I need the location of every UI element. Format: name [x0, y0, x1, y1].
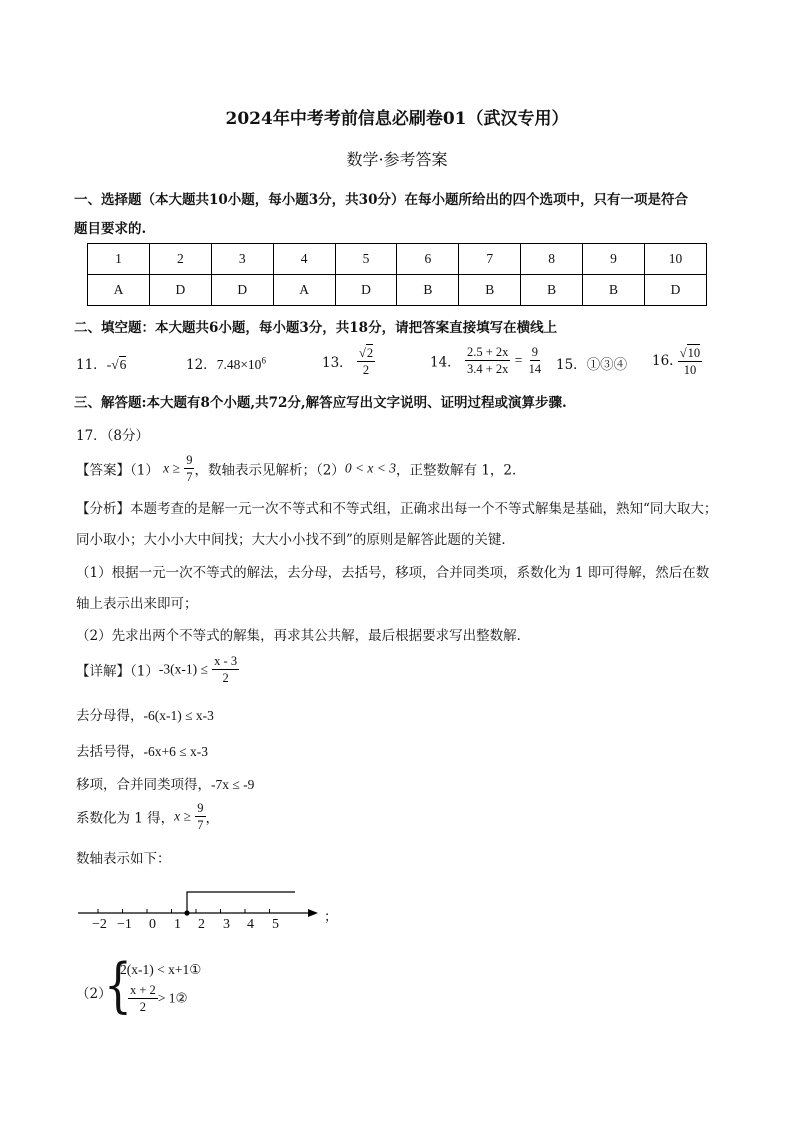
table-cell-number: 3 — [211, 244, 273, 275]
section1-heading-line1: 一、选择题（本大题共10小题，每小题3分，共30分）在每小题所给出的四个选项中，只有一项是符合 — [74, 192, 688, 208]
answer-table-answer-row — [88, 275, 707, 306]
arrow-right-icon — [308, 909, 318, 917]
analysis-text1: 本题考查的是解一元一次不等式和不等式组，正确求出每一个不等式解集是基础，熟知“同大取大； — [130, 501, 718, 517]
step4-expression: x ≥ — [174, 808, 191, 824]
solution-region-bracket — [187, 892, 295, 913]
table-cell-answer: D — [211, 275, 273, 306]
system-line2-fraction — [128, 982, 158, 1015]
table-cell-answer: B — [583, 275, 645, 306]
q14-numerator: 2.5 + 2x — [466, 345, 509, 359]
answer-fraction — [184, 452, 194, 485]
q14-result-numerator: 9 — [531, 345, 539, 359]
detail-line — [76, 653, 239, 686]
step3-label: 移项，合并同类项得， — [76, 777, 211, 793]
answer-fraction-numerator: 9 — [186, 453, 193, 467]
q12-answer — [186, 353, 266, 373]
step4-line — [76, 800, 219, 833]
detail-expression: -3(x-1) ≤ — [158, 661, 208, 677]
detail-fraction-denominator: 2 — [222, 671, 229, 685]
table-cell-answer: D — [149, 275, 211, 306]
table-cell-answer: B — [521, 275, 583, 306]
q13-numerator: 2 — [366, 346, 374, 360]
page-subtitle: 数学·参考答案 — [346, 150, 448, 169]
step2-line — [76, 740, 208, 760]
q16-denominator: 10 — [683, 363, 697, 377]
step4-fraction-denominator: 7 — [197, 818, 204, 832]
q14-result-fraction — [527, 344, 544, 377]
table-cell-number: 7 — [459, 244, 521, 275]
table-cell-number: 4 — [273, 244, 335, 275]
q11-answer — [76, 353, 126, 373]
analysis-line5: （2）先求出两个不等式的解集，再求其公共解，最后根据要求写出整数解． — [76, 628, 531, 644]
answer-inequality: x ≥ — [163, 460, 180, 476]
answer-part1: （1） — [130, 462, 159, 479]
system-line2-numerator: x + 2 — [130, 983, 156, 997]
table-cell-number: 9 — [583, 244, 645, 275]
answer-range: 0 < x < 3 — [344, 460, 397, 476]
step3-expression: -7x ≤ -9 — [211, 777, 255, 792]
tick-label: −1 — [117, 917, 132, 932]
step1-expression: -6(x-1) ≤ x-3 — [143, 708, 214, 723]
step2-label: 去括号得， — [76, 744, 144, 760]
sqrt-icon: √ — [358, 346, 366, 360]
q16-fraction — [678, 344, 702, 378]
sqrt-icon: √ — [679, 346, 687, 360]
step4-tail: ， — [205, 810, 219, 827]
q13-label: 13． — [322, 355, 353, 371]
step1-label: 去分母得， — [76, 708, 144, 724]
system-line1: 2(x-1) < x+1① — [120, 962, 202, 977]
q17-label: 17．（8分） — [76, 428, 150, 444]
q11-label: 11． — [76, 357, 107, 373]
section3-heading: 三、解答题:本大题有8个小题,共72分,解答应写出文字说明、证明过程或演算步骤. — [74, 395, 567, 411]
table-cell-number: 10 — [644, 244, 706, 275]
step3-line — [76, 773, 254, 793]
q13-denominator: 2 — [362, 363, 370, 377]
tick-label: 0 — [149, 917, 156, 932]
sqrt-icon: √ — [111, 357, 119, 372]
numberline-semicolon: ； — [324, 909, 338, 925]
q14-label: 14． — [430, 354, 461, 371]
answer-part2: ，数轴表示见解析；（2） — [194, 462, 345, 479]
tick-label: 2 — [198, 917, 205, 932]
system-line2 — [128, 982, 188, 1015]
q15-answer — [556, 353, 627, 373]
step2-expression: -6x+6 ≤ x-3 — [143, 744, 209, 759]
tick-label: 5 — [272, 917, 279, 932]
system-line2-tail: > 1② — [157, 990, 188, 1006]
answer-table-number-row — [88, 244, 707, 275]
q12-exponent: 6 — [261, 355, 266, 366]
analysis-tag: 【分析】 — [76, 501, 130, 517]
part2-label: （2） — [76, 986, 112, 1002]
closed-endpoint-dot — [184, 910, 189, 915]
number-line-labels — [92, 917, 322, 937]
q15-label: 15． — [556, 357, 587, 373]
table-cell-answer: D — [335, 275, 397, 306]
detail-fraction — [212, 653, 239, 686]
q11-radicand: 6 — [119, 357, 127, 372]
system-line2-denominator: 2 — [139, 1000, 147, 1014]
analysis-line2: 同小取小；大小小大中间找；大大小小找不到”的原则是解答此题的关键． — [76, 532, 515, 548]
step4-fraction-numerator: 9 — [197, 801, 204, 815]
section2-heading: 二、填空题：本大题共6小题，每小题3分，共18分，请把答案直接填写在横线上 — [74, 320, 558, 336]
answer-table — [87, 243, 707, 306]
table-cell-number: 1 — [88, 244, 150, 275]
q16-answer — [652, 344, 702, 378]
detail-part1: （1） — [130, 663, 159, 680]
answer-part3: ，正整数解有 1，2． — [396, 462, 526, 479]
step4-label: 系数化为 1 得， — [76, 810, 175, 827]
detail-fraction-numerator: x - 3 — [214, 654, 238, 668]
q15-value: ①③④ — [586, 357, 628, 373]
table-cell-answer: B — [459, 275, 521, 306]
table-cell-number: 2 — [149, 244, 211, 275]
tick-label: 4 — [247, 917, 254, 932]
answer-fraction-denominator: 7 — [186, 470, 193, 484]
q14-fraction — [465, 344, 510, 377]
step4-fraction — [195, 800, 205, 833]
table-cell-answer: B — [397, 275, 459, 306]
q16-label: 16. — [652, 353, 674, 369]
section1-heading-line2: 题目要求的. — [74, 221, 147, 237]
q13-answer — [322, 344, 375, 378]
table-cell-answer: D — [644, 275, 706, 306]
answer-tag: 【答案】 — [76, 462, 130, 479]
table-cell-answer: A — [88, 275, 150, 306]
table-cell-answer: A — [273, 275, 335, 306]
q16-numerator: 10 — [687, 346, 701, 360]
table-cell-number: 8 — [521, 244, 583, 275]
analysis-line1 — [76, 497, 717, 517]
table-cell-number: 5 — [335, 244, 397, 275]
table-cell-number: 6 — [397, 244, 459, 275]
tick-label: 3 — [223, 917, 230, 932]
q17-answer-line — [76, 452, 526, 485]
page-title: 2024年中考考前信息必刷卷01（武汉专用） — [225, 109, 569, 129]
analysis-line3: （1）根据一元一次不等式的解法，去分母，去括号，移项，合并同类项，系数化为 1 即可得解，然后在数 — [76, 565, 710, 581]
tick-label: −2 — [92, 917, 107, 932]
q11-sign: - — [106, 357, 112, 372]
analysis-line4: 轴上表示出来即可； — [76, 596, 198, 612]
q14-equals: = — [514, 352, 523, 368]
q12-value: 7.48×10 — [216, 357, 262, 372]
q12-label: 12． — [186, 357, 217, 373]
numberline-intro: 数轴表示如下： — [76, 851, 171, 867]
left-brace-icon: { — [104, 951, 132, 1021]
q14-answer — [430, 344, 543, 377]
q13-fraction — [357, 344, 375, 378]
step1-line — [76, 704, 214, 724]
q14-result-denominator: 14 — [528, 362, 542, 376]
detail-tag: 【详解】 — [76, 663, 130, 680]
tick-label: 1 — [174, 917, 181, 932]
q14-denominator: 3.4 + 2x — [466, 362, 509, 376]
